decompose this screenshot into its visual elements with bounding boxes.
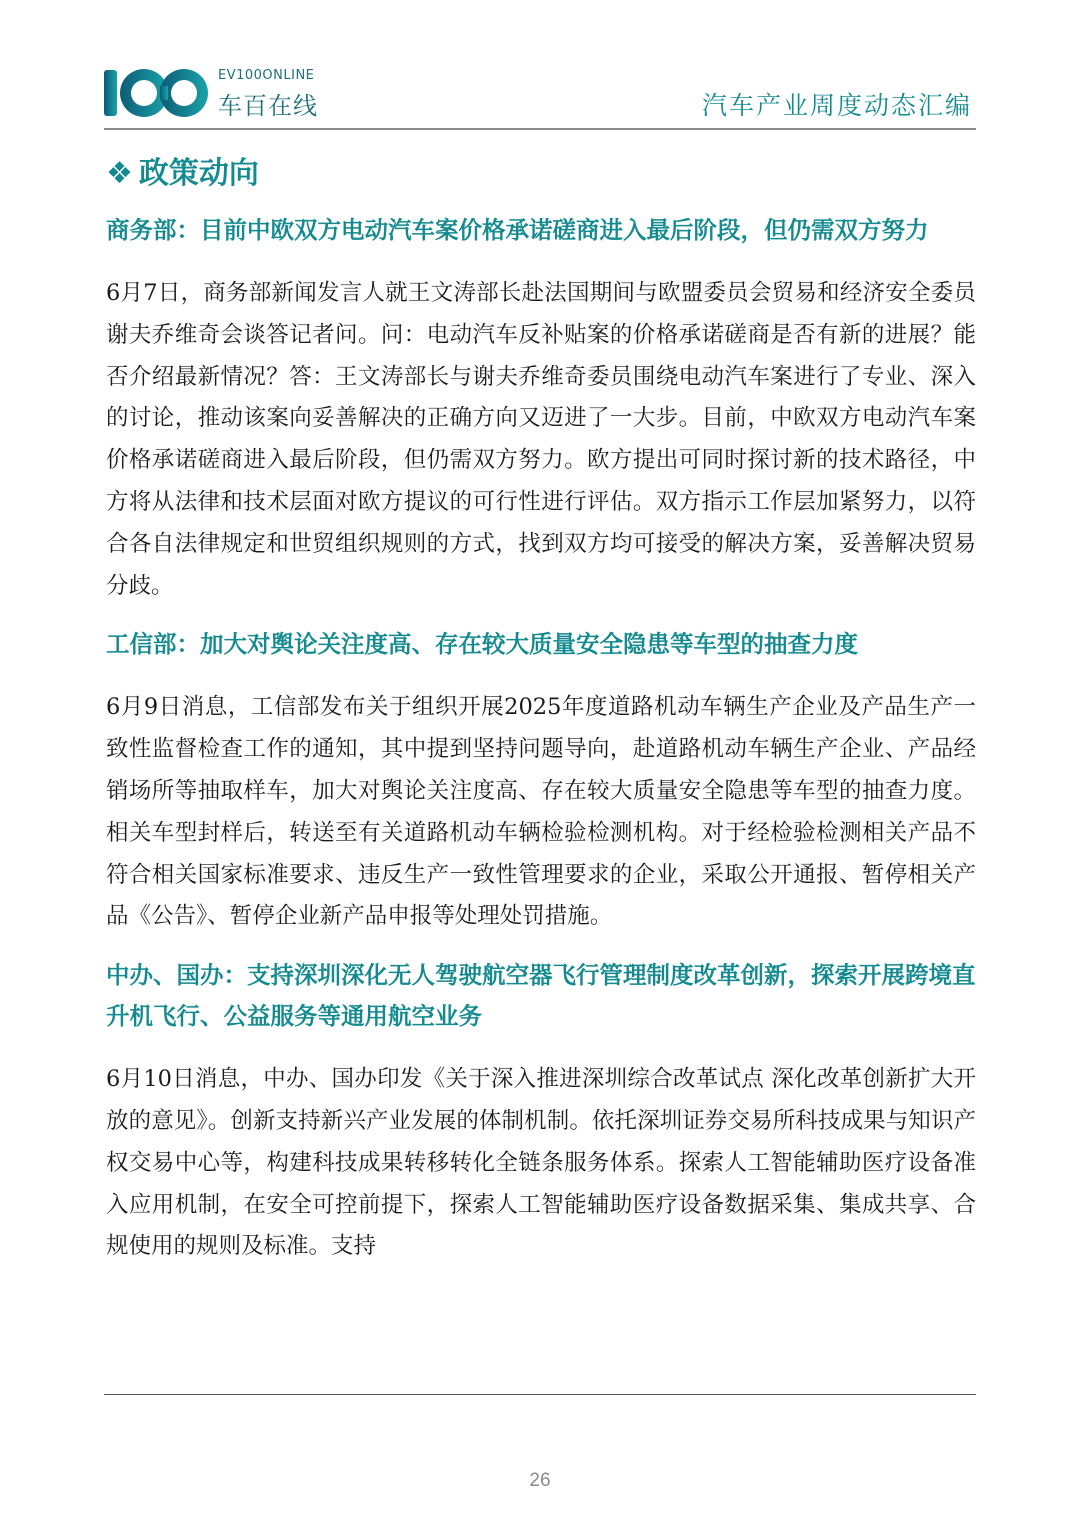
footer-divider bbox=[104, 1394, 976, 1395]
section-title-text: 政策动向 bbox=[138, 156, 259, 191]
news-item bbox=[106, 210, 976, 607]
page-number: 26 bbox=[529, 1470, 551, 1491]
diamond-bullet-icon: ❖ bbox=[106, 156, 133, 191]
header-divider bbox=[104, 128, 976, 130]
page-content bbox=[106, 148, 976, 1285]
news-body: 6月7日，商务部新闻发言人就王文涛部长赴法国期间与欧盟委员会贸易和经济安全委员谢夫乔维奇会谈答记者问。问：电动汽车反补贴案的价格承诺磋商是否有新的进展？能否介绍最新情况？答：王文涛部长与谢夫乔维奇委员围绕电动汽车案进行了专业、深入的讨论，推动该案向妥善解决的正确方向又迈进了一大步。目前，中欧双方电动汽车案价格承诺磋商进入最后阶段，但仍需双方努力。欧方提出可同时探讨新的技术路径，中方将从法律和技术层面对欧方提议的可行性进行评估。双方指示工作层加紧努力，以符合各自法律规定和世贸组织规则的方式，找到双方均可接受的解决方案，妥善解决贸易分歧。 bbox=[106, 280, 976, 599]
logo-chinese-text: 车百在线 bbox=[218, 92, 318, 120]
logo-english-text: EV100ONLINE bbox=[218, 68, 315, 83]
ev100-logo-icon bbox=[100, 64, 216, 122]
section-heading bbox=[106, 148, 976, 200]
news-headline: 工信部：加大对舆论关注度高、存在较大质量安全隐患等车型的抽查力度 bbox=[106, 630, 858, 659]
news-body: 6月10日消息，中办、国办印发《关于深入推进深圳综合改革试点 深化改革创新扩大开放的意见》。创新支持新兴产业发展的体制机制。依托深圳证券交易所科技成果与知识产权交易中心等，构建科技成果转移转化全链条服务体系。探索人工智能辅助医疗设备准入应用机制，在安全可控前提下，探索人工智能辅助医疗设备数据采集、集成共享、合规使用的规则及标准。支持 bbox=[106, 1066, 976, 1260]
news-headline: 中办、国办：支持深圳深化无人驾驶航空器飞行管理制度改革创新，探索开展跨境直升机飞行、公益服务等通用航空业务 bbox=[106, 961, 976, 1031]
publication-title: 汽车产业周度动态汇编 bbox=[701, 91, 972, 120]
news-item bbox=[106, 955, 976, 1268]
news-body: 6月9日消息，工信部发布关于组织开展2025年度道路机动车辆生产企业及产品生产一致性监督检查工作的通知，其中提到坚持问题导向，赴道路机动车辆生产企业、产品经销场所等抽取样车，加大对舆论关注度高、存在较大质量安全隐患等车型的抽查力度。相关车型封样后，转送至有关道路机动车辆检验检测机构。对于经检验检测相关产品不符合相关国家标准要求、违反生产一致性管理要求的企业，采取公开通报、暂停相关产品《公告》、暂停企业新产品申报等处理处罚措施。 bbox=[106, 694, 976, 930]
news-headline: 商务部：目前中欧双方电动汽车案价格承诺磋商进入最后阶段，但仍需双方努力 bbox=[106, 216, 929, 244]
page-header bbox=[0, 0, 1080, 135]
news-item bbox=[106, 624, 976, 938]
